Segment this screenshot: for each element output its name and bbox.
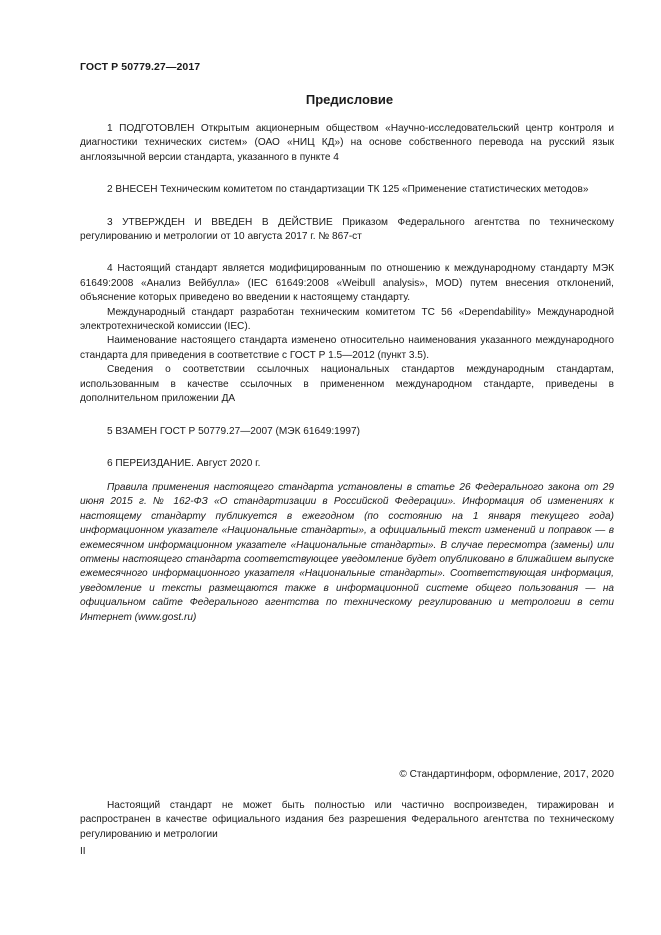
page-title: Предисловие	[305, 92, 394, 107]
copyright-line: © Стандартинформ, оформление, 2017, 2020	[399, 769, 614, 780]
page-number: II	[80, 846, 86, 857]
foreword-body	[80, 122, 614, 471]
foreword-item-4-note-1: Международный стандарт разработан техническим комитетом ТС 56 «Dependability» Международной электротехнической комиссии (IEC).	[80, 306, 614, 333]
document-code-header: ГОСТ Р 50779.27—2017	[80, 61, 201, 73]
foreword-item-1: 1 ПОДГОТОВЛЕН Открытым акционерным обществом «Научно-исследовательский центр контроля и диагностики технических систем» (ОАО «НИЦ КД») на основе собственного перевода на русский язык англоязычной версии стандарта, указанного в пункте 4	[80, 123, 614, 163]
foreword-item-5: 5 ВЗАМЕН ГОСТ Р 50779.27—2007 (МЭК 61649:1997)	[107, 425, 360, 437]
legal-notice: Правила применения настоящего стандарта установлены в статье 26 Федерального закона от 29 июня 2015 г. № 162-ФЗ «О стандартизации в Российской Федерации». Информация об изменениях к настоящему стандарту публикуется в ежегодном (по состоянию на 1 января текущего года) информационном указателе «Национальные стандарты», а официальный текст изменений и поправок — в ежемесячном информационном указателе «Национальные стандарты». В случае пересмотра (замены) или отмены настоящего стандарта соответствующее уведомление будет опубликовано в ближайшем выпуске ежемесячного информационного указателя «Национальные стандарты». Соответствующая информация, уведомление и тексты размещаются также в информационной системе общего пользования — на официальном сайте Федерального агентства по техническому регулированию и метрологии в сети Интернет (www.gost.ru)	[80, 482, 614, 623]
reproduction-notice: Настоящий стандарт не может быть полностью или частично воспроизведен, тиражирован и распространен в качестве официального издания без разрешения Федерального агентства по техническому регулированию и метрологии	[80, 800, 614, 840]
foreword-item-4-note-3: Сведения о соответствии ссылочных национальных стандартов международным стандартам, использованным в качестве ссылочных в примененном международном стандарте, приведены в дополнительном приложении ДА	[80, 364, 614, 405]
foreword-item-4-note-2: Наименование настоящего стандарта изменено относительно наименования указанного международного стандарта для приведения в соответствие с ГОСТ Р 1.5—2012 (пункт 3.5).	[80, 335, 614, 361]
foreword-item-6: 6 ПЕРЕИЗДАНИЕ. Август 2020 г.	[107, 457, 261, 469]
foreword-item-4: 4 Настоящий стандарт является модифицированным по отношению к международному стандарту МЭК 61649:2008 «Анализ Вейбулла» (IEC 61649:2008 «Weibull analysis», MOD) путем внесения отклонений, объяснение которых приведено во введении к настоящему стандарту.	[80, 263, 614, 304]
foreword-item-3: 3 УТВЕРЖДЕН И ВВЕДЕН В ДЕЙСТВИЕ Приказом Федерального агентства по техническому регулированию и метрологии от 10 августа 2017 г. № 867-ст	[80, 216, 614, 243]
foreword-item-2: 2 ВНЕСЕН Техническим комитетом по стандартизации ТК 125 «Применение статистических методов»	[107, 184, 589, 196]
